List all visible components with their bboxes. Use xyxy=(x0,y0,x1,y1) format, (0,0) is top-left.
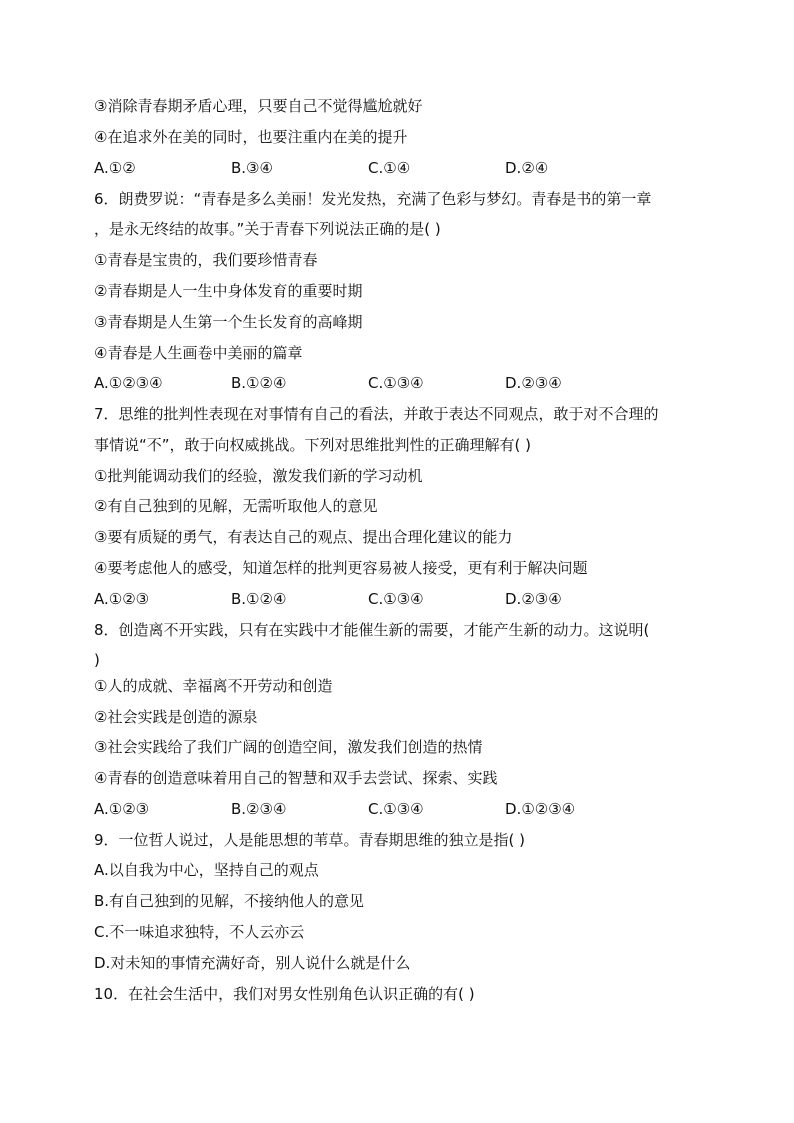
q5-option-a: A.①② xyxy=(94,159,136,177)
q9-choice-c: C.不一味追求独特，不人云亦云 xyxy=(94,923,305,941)
q7-options xyxy=(94,589,704,609)
q10-stem: 10．在社会生活中，我们对男女性别角色认识正确的有( ) xyxy=(94,985,475,1003)
q7-option-c: C.①③④ xyxy=(368,590,424,608)
q8-stem-line-1: 8．创造离不开实践，只有在实践中才能催生新的需要，才能产生新的动力。这说明( xyxy=(94,621,650,639)
q6-stem-line-2: ，是永无终结的故事。”关于青春下列说法正确的是( ) xyxy=(94,220,441,238)
q6-statement-4: ④青春是人生画卷中美丽的篇章 xyxy=(94,344,303,362)
q8-option-a: A.①②③ xyxy=(94,800,150,818)
q7-statement-2: ②有自己独到的见解，无需听取他人的意见 xyxy=(94,497,378,515)
q5-statement-3: ③消除青春期矛盾心理，只要自己不觉得尴尬就好 xyxy=(94,97,423,115)
q6-stem-line-1: 6．朗费罗说：“青春是多么美丽！发光发热，充满了色彩与梦幻。青春是书的第一章 xyxy=(94,190,652,208)
q8-statement-2: ②社会实践是创造的源泉 xyxy=(94,708,258,726)
q8-statement-4: ④青春的创造意味着用自己的智慧和双手去尝试、探索、实践 xyxy=(94,769,498,787)
q9-choice-a: A.以自我为中心，坚持自己的观点 xyxy=(94,861,319,879)
q7-stem-line-2: 事情说“不”，敢于向权威挑战。下列对思维批判性的正确理解有( ) xyxy=(94,436,532,454)
q8-stem-line-2: ) xyxy=(94,651,100,669)
q6-option-a: A.①②③④ xyxy=(94,374,163,392)
q5-option-c: C.①④ xyxy=(368,159,411,177)
q8-option-d: D.①②③④ xyxy=(505,800,576,818)
q9-stem: 9．一位哲人说过，人是能思想的苇草。青春期思维的独立是指( ) xyxy=(94,831,526,849)
q6-statement-2: ②青春期是人一生中身体发育的重要时期 xyxy=(94,282,363,300)
q7-statement-3: ③要有质疑的勇气，有表达自己的观点、提出合理化建议的能力 xyxy=(94,528,513,546)
q7-statement-4: ④要考虑他人的感受，知道怎样的批判更容易被人接受，更有利于解决问题 xyxy=(94,559,588,577)
q6-options xyxy=(94,373,704,393)
q7-option-b: B.①②④ xyxy=(231,590,287,608)
q9-choice-b: B.有自己独到的见解，不接纳他人的意见 xyxy=(94,892,365,910)
q7-option-d: D.②③④ xyxy=(505,590,562,608)
q5-options xyxy=(94,158,704,178)
q8-option-b: B.②③④ xyxy=(231,800,287,818)
q5-option-b: B.③④ xyxy=(231,159,273,177)
q8-statement-3: ③社会实践给了我们广阔的创造空间，激发我们创造的热情 xyxy=(94,738,483,756)
q6-statement-3: ③青春期是人生第一个生长发育的高峰期 xyxy=(94,313,363,331)
q6-option-c: C.①③④ xyxy=(368,374,424,392)
q8-option-c: C.①③④ xyxy=(368,800,424,818)
q6-option-b: B.①②④ xyxy=(231,374,287,392)
q5-statement-4: ④在追求外在美的同时，也要注重内在美的提升 xyxy=(94,128,408,146)
q7-option-a: A.①②③ xyxy=(94,590,150,608)
q6-option-d: D.②③④ xyxy=(505,374,562,392)
q8-statement-1: ①人的成就、幸福离不开劳动和创造 xyxy=(94,677,333,695)
q7-stem-line-1: 7．思维的批判性表现在对事情有自己的看法，并敢于表达不同观点，敢于对不合理的 xyxy=(94,405,659,423)
q8-options xyxy=(94,799,704,819)
q9-choice-d: D.对未知的事情充满好奇，别人说什么就是什么 xyxy=(94,954,411,972)
q6-statement-1: ①青春是宝贵的，我们要珍惜青春 xyxy=(94,251,318,269)
q5-option-d: D.②④ xyxy=(505,159,549,177)
q7-statement-1: ①批判能调动我们的经验，激发我们新的学习动机 xyxy=(94,467,423,485)
